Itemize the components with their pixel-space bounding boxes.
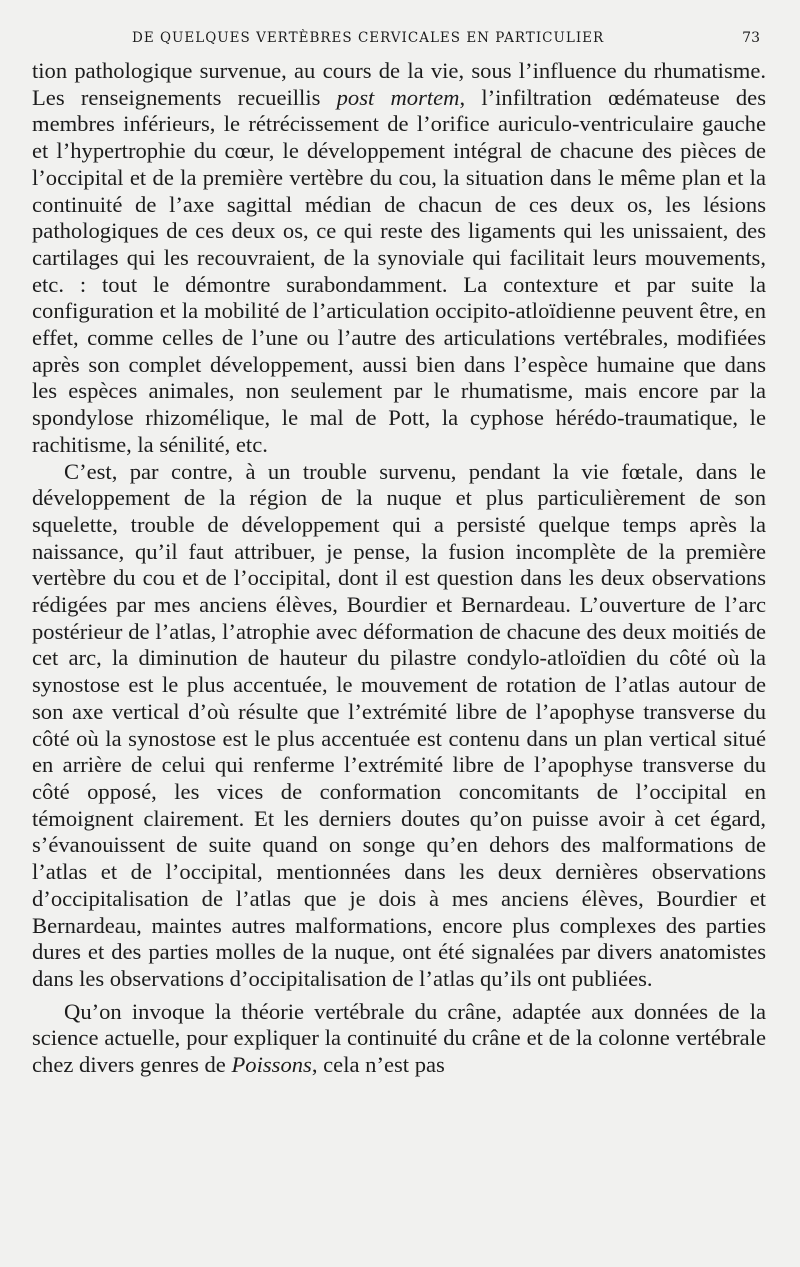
paragraph — [32, 459, 766, 993]
text-segment: Qu’on invoque la théorie vertébrale du crâne, adaptée aux données de la science actuelle, pour expliquer la continuité du crâne et de la colonne vertébrale chez divers genres de — [32, 998, 766, 1078]
body-text — [32, 58, 766, 1079]
text-segment: C’est, par contre, à un trouble survenu, pendant la vie fœtale, dans le développement de la région de la nuque et plus particulièrement de son squelette, trouble de développement qui a persisté quelque temps après la naissance, qu’il faut attribuer, je pense, la fusion incomplète de la première vertèbre du cou et de l’occipital, dont il est question dans les deux observations rédigées par mes anciens élèves, Bourdier et Bernardeau. L’ouverture de l’arc postérieur de l’atlas, l’atrophie avec déformation de chacune des deux moitiés de cet arc, la diminution de hauteur du pilastre condylo-atloïdien du côté où la synostose est le plus accentuée, le mouvement de rotation de l’atlas autour de son axe vertical d’où résulte que l’extrémité libre de l’apophyse transverse du côté où la synostose est le plus accentuée est contenu dans un plan vertical situé en arrière de celui qui renferme l’extrémité libre de l’apophyse transverse du côté opposé, les vices de conformation concomitants de l’occipital en témoignent clairement. Et les derniers doutes qu’on puisse avoir à cet égard, s’évanouissent de suite quand on songe qu’en dehors des malformations de l’atlas et de l’occipital, mentionnées dans les deux dernières observations d’occipitalisation de l’atlas que je dois à mes anciens élèves, Bourdier et Bernardeau, maintes autres malformations, encore plus complexes des parties dures et des parties molles de la nuque, ont été signalées par divers anatomistes dans les observations d’occipitalisation de l’atlas qu’ils ont publiées. — [32, 458, 766, 991]
text-segment: , l’infiltration œdémateuse des membres inférieurs, le rétrécissement de l’orifice auriculo-ventriculaire gauche et l’hypertrophie du cœur, le développement intégral de chacune des pièces de l’occipital et de la première vertèbre du cou, la situation dans le même plan et la continuité de l’axe sagittal médian de chacun de ces deux os, les lésions pathologiques de ces deux os, ce qui reste des ligaments qui les unissaient, des cartilages qui les recouvraient, de la synoviale qui facilitait leurs mouvements, etc. : tout le démontre surabondamment. La contexture et par suite la configuration et la mobilité de l’articulation occipito-atloïdienne peuvent être, en effet, comme celles de l’une ou l’autre des articulations vertébrales, modifiées après son complet développement, aussi bien dans l’espèce humaine que dans les espèces animales, non seulement par le rhumatisme, mais encore par la spondylose rhizomélique, le mal de Pott, la cyphose hérédo-traumatique, le rachitisme, la sénilité, etc. — [32, 84, 766, 457]
italic-segment: post mortem — [336, 84, 460, 110]
page-number: 73 — [742, 30, 760, 46]
running-title: DE QUELQUES VERTÈBRES CERVICALES EN PARTICULIER — [132, 30, 605, 46]
running-head — [32, 30, 766, 54]
text-segment: , cela n’est pas — [311, 1052, 445, 1078]
italic-segment: Poissons — [231, 1052, 312, 1078]
paragraph — [32, 58, 766, 459]
paragraph — [32, 999, 766, 1079]
text-segment: tion pathologique survenue, au cours de la vie, sous l’influence du rhumatisme. Les renseignements recueillis — [32, 58, 766, 110]
